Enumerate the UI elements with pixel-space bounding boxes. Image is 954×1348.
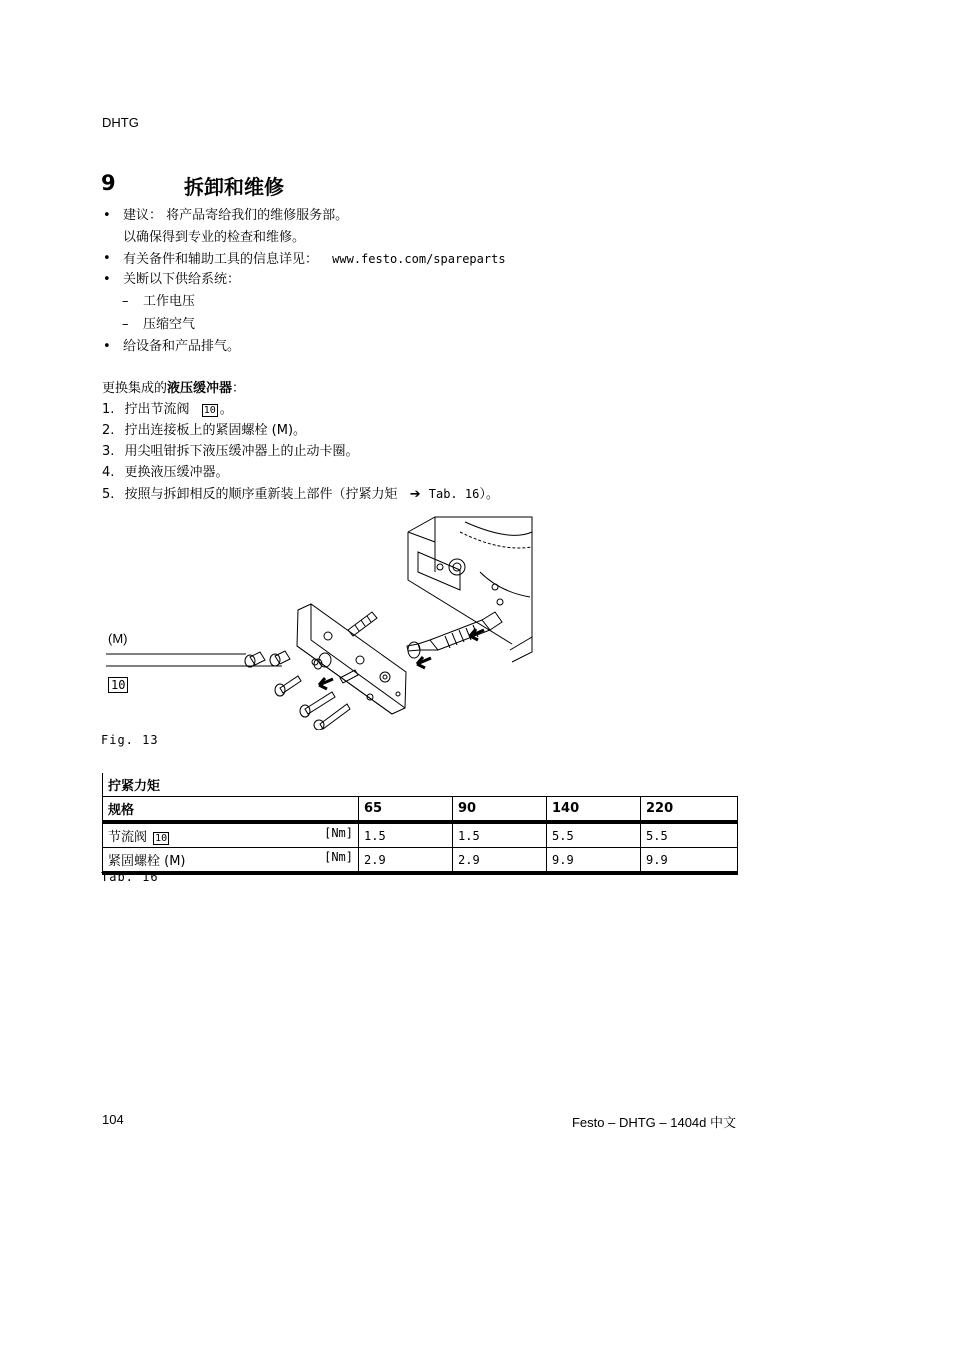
row-label	[103, 822, 359, 848]
procedure-step	[102, 486, 499, 503]
table-cell: 5.5	[547, 822, 641, 848]
table-reference-link[interactable]: Tab. 16	[428, 487, 480, 501]
procedure-step	[102, 444, 359, 460]
procedure-step	[102, 402, 233, 418]
step-text: 按照与拆卸相反的顺序重新装上部件（拧紧力矩	[124, 487, 398, 502]
section-title: 拆卸和维修	[184, 175, 284, 199]
step-suffix: ）。	[479, 487, 499, 502]
dash-marker: –	[122, 294, 129, 309]
torque-table	[102, 773, 738, 875]
column-header: 220	[641, 797, 738, 823]
procedure-intro-suffix: ：	[232, 381, 246, 396]
step-text: 用尖咀钳拆下液压缓冲器上的止动卡圈。	[124, 444, 359, 459]
table-cell: 9.9	[641, 848, 738, 874]
table-cell: 2.9	[359, 848, 453, 874]
step-number: 5.	[102, 487, 115, 502]
table-caption: Tab. 16	[101, 870, 159, 884]
table-row	[103, 848, 738, 874]
unit-label: [Nm]	[324, 826, 353, 840]
table-cell: 2.9	[453, 848, 547, 874]
procedure-intro-prefix: 更换集成的	[102, 381, 168, 396]
column-header: 规格	[103, 797, 359, 823]
figure-caption: Fig. 13	[101, 733, 159, 747]
step-text: 拧出节流阀	[124, 402, 190, 417]
bullet-marker: •	[103, 208, 111, 223]
figure-label-m: (M)	[108, 631, 128, 646]
procedure-step	[102, 423, 306, 439]
row-name: 紧固螺栓 (M)	[108, 854, 186, 869]
table-title-row	[103, 773, 738, 797]
procedure-step	[102, 465, 229, 481]
unit-label: [Nm]	[324, 850, 353, 864]
reference-box: 10	[155, 833, 168, 844]
spareparts-info-text: 有关备件和辅助工具的信息详见：	[123, 252, 319, 267]
bullet-text-continued: 以确保得到专业的检查和维修。	[123, 230, 306, 245]
page-number: 104	[102, 1112, 124, 1127]
column-header: 90	[453, 797, 547, 823]
figure-reference-box: 10	[108, 677, 128, 693]
table-cell: 5.5	[641, 822, 738, 848]
step-number: 2.	[102, 423, 115, 438]
step-text: 拧出连接板上的紧固螺栓 (M)。	[124, 423, 307, 438]
table-row	[103, 822, 738, 848]
bullet-text: 关断以下供给系统：	[123, 272, 241, 287]
column-header: 65	[359, 797, 453, 823]
dash-marker: –	[122, 317, 129, 332]
sub-item: 工作电压	[143, 294, 196, 309]
procedure-intro	[102, 381, 245, 397]
document-header: DHTG	[102, 115, 139, 130]
step-number: 1.	[102, 402, 115, 417]
table-title: 拧紧力矩	[103, 773, 738, 797]
sub-item: 压缩空气	[143, 317, 196, 332]
footer-document-info: Festo – DHTG – 1404d 中文	[571, 1115, 736, 1130]
step-suffix: 。	[219, 402, 233, 417]
bullet-text: 给设备和产品排气。	[123, 339, 241, 354]
step-text: 更换液压缓冲器。	[124, 465, 229, 480]
reference-box: 10	[203, 405, 216, 416]
table-cell: 1.5	[359, 822, 453, 848]
table-header-row	[103, 797, 738, 823]
step-number: 3.	[102, 444, 115, 459]
disassembly-figure	[100, 512, 540, 730]
section-number: 9	[101, 171, 116, 195]
procedure-intro-bold: 液压缓冲器	[167, 381, 233, 396]
bullet-marker: •	[103, 339, 111, 354]
step-number: 4.	[102, 465, 115, 480]
bullet-text: 建议： 将产品寄给我们的维修服务部。	[123, 208, 349, 223]
arrow-right-icon: ➔	[409, 487, 421, 502]
table-cell: 9.9	[547, 848, 641, 874]
bullet-marker: •	[103, 251, 111, 266]
spareparts-link[interactable]: www.festo.com/spareparts	[332, 252, 506, 266]
bullet-text	[123, 251, 506, 268]
column-header: 140	[547, 797, 641, 823]
table-cell: 1.5	[453, 822, 547, 848]
bullet-marker: •	[103, 272, 111, 287]
row-name: 节流阀	[108, 830, 148, 845]
